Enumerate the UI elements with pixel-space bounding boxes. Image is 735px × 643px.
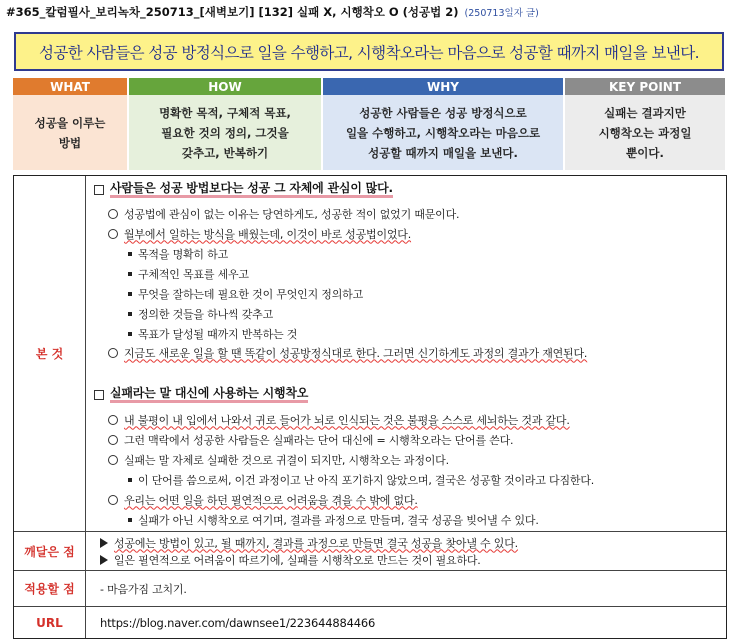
url-label: URL (14, 607, 86, 638)
square-bullet-icon (128, 272, 132, 276)
circle-bullet-icon (108, 455, 118, 465)
circle-bullet-icon (108, 415, 118, 425)
post-date: (250713일자 글) (464, 8, 539, 19)
square-bullet-icon (128, 252, 132, 256)
checkbox-icon (94, 390, 104, 400)
circle-bullet-icon (108, 209, 118, 219)
list-item: 그런 맥락에서 성공한 사람들은 실패라는 단어 대신에 = 시행착오라는 단어를 쓴다. (94, 430, 513, 449)
apply-content (94, 571, 722, 606)
sub-list-item: 실패가 아닌 시행착오로 여기며, 결과를 과정으로 만들며, 결국 성공을 빚어낼 수 있다. (94, 510, 539, 529)
section1-heading (94, 180, 393, 199)
body-row (14, 176, 726, 531)
key-point-body: 실패는 결과지만 시행착오는 과정일 뿐이다. (565, 95, 725, 170)
circle-bullet-icon (108, 229, 118, 239)
key-point-header: KEY POINT (565, 78, 725, 95)
apply-row (14, 570, 726, 606)
sub-list-item: 무엇을 잘하는데 필요한 것이 무엇인지 정의하고 (94, 284, 363, 303)
list-item: 실패는 말 자체로 실패한 것으로 귀결이 되지만, 시행착오는 과정이다. (94, 450, 449, 469)
sub-list-item: 정의한 것들을 하나씩 갖추고 (94, 304, 273, 323)
banner-text: 성공한 사람들은 성공 방정식으로 일을 수행하고, 시행착오라는 마음으로 성공할 때까지 매일을 보낸다. (39, 43, 699, 62)
what-body: 성공을 이루는 방법 (13, 95, 127, 170)
insight-item: 성공에는 방법이 있고, 될 때까지, 결과를 과정으로 만들면 결국 성공을 찾아낼 수 있다. (94, 533, 518, 552)
list-item: 성공법에 관심이 없는 이유는 당연하게도, 성공한 적이 없었기 때문이다. (94, 204, 459, 223)
list-item: 내 불평이 내 입에서 나와서 귀로 들어가 뇌로 인식되는 것은 불평을 스스로 세뇌하는 것과 같다. (94, 410, 570, 429)
checkbox-icon (94, 185, 104, 195)
what-column (13, 78, 127, 170)
insight-row (14, 531, 726, 570)
notes-table (13, 175, 727, 639)
square-bullet-icon (128, 518, 132, 522)
body-content (94, 176, 722, 531)
list-item: 지금도 새로운 일을 할 땐 똑같이 성공방정식대로 한다. 그러면 신기하게도 과정의 결과가 재연된다. (94, 343, 587, 362)
sub-list-item: 구체적인 목표를 세우고 (94, 264, 249, 283)
post-title: #365_칼럼필사_보리녹차_250713_[새벽보기] [132] 실패 X, 시행착오 O (성공법 2) (6, 5, 459, 19)
circle-bullet-icon (108, 495, 118, 505)
section2-title: 실패라는 말 대신에 사용하는 시행착오 (110, 386, 308, 403)
url-link[interactable]: https://blog.naver.com/dawnsee1/223644884466 (100, 615, 376, 630)
sub-list-item: 목표가 달성될 때까지 반복하는 것 (94, 324, 297, 343)
body-label: 본 것 (14, 176, 86, 531)
summary-banner (14, 32, 724, 71)
how-column (129, 78, 321, 170)
what-header: WHAT (13, 78, 127, 95)
square-bullet-icon (128, 332, 132, 336)
insight-item: 일은 필연적으로 어려움이 따르기에, 실패를 시행착오로 만드는 것이 필요하다. (94, 550, 481, 569)
section1-title: 사람들은 성공 방법보다는 성공 그 자체에 관심이 많다. (110, 181, 393, 198)
apply-label: 적용할 점 (14, 571, 86, 606)
triangle-bullet-icon (100, 555, 108, 565)
why-header: WHY (323, 78, 563, 95)
why-body: 성공한 사람들은 성공 방정식으로 일을 수행하고, 시행착오라는 마음으로 성공할 때까지 매일을 보낸다. (323, 95, 563, 170)
sub-list-item: 이 단어를 씀으로써, 이건 과정이고 난 아직 포기하지 않았으며, 결국은 성공할 것이라고 다짐한다. (94, 470, 594, 489)
list-item: 월부에서 일하는 방식을 배웠는데, 이것이 바로 성공법이었다. (94, 224, 411, 243)
section2-heading (94, 385, 308, 404)
how-body: 명확한 목적, 구체적 목표, 필요한 것의 정의, 그것을 갖추고, 반복하기 (129, 95, 321, 170)
insight-content (94, 532, 722, 570)
square-bullet-icon (128, 312, 132, 316)
url-row (14, 606, 726, 638)
square-bullet-icon (128, 478, 132, 482)
summary-table (13, 78, 727, 170)
apply-text: - 마음가짐 고치기. (100, 582, 187, 596)
circle-bullet-icon (108, 348, 118, 358)
how-header: HOW (129, 78, 321, 95)
url-content (94, 607, 722, 638)
why-column (323, 78, 563, 170)
post-header (6, 4, 539, 22)
insight-label: 깨달은 점 (14, 532, 86, 570)
key-point-column (565, 78, 725, 170)
square-bullet-icon (128, 292, 132, 296)
circle-bullet-icon (108, 435, 118, 445)
triangle-bullet-icon (100, 538, 108, 548)
sub-list-item: 목적을 명확히 하고 (94, 244, 228, 263)
list-item: 우리는 어떤 일을 하던 필연적으로 어려움을 겪을 수 밖에 없다. (94, 490, 418, 509)
